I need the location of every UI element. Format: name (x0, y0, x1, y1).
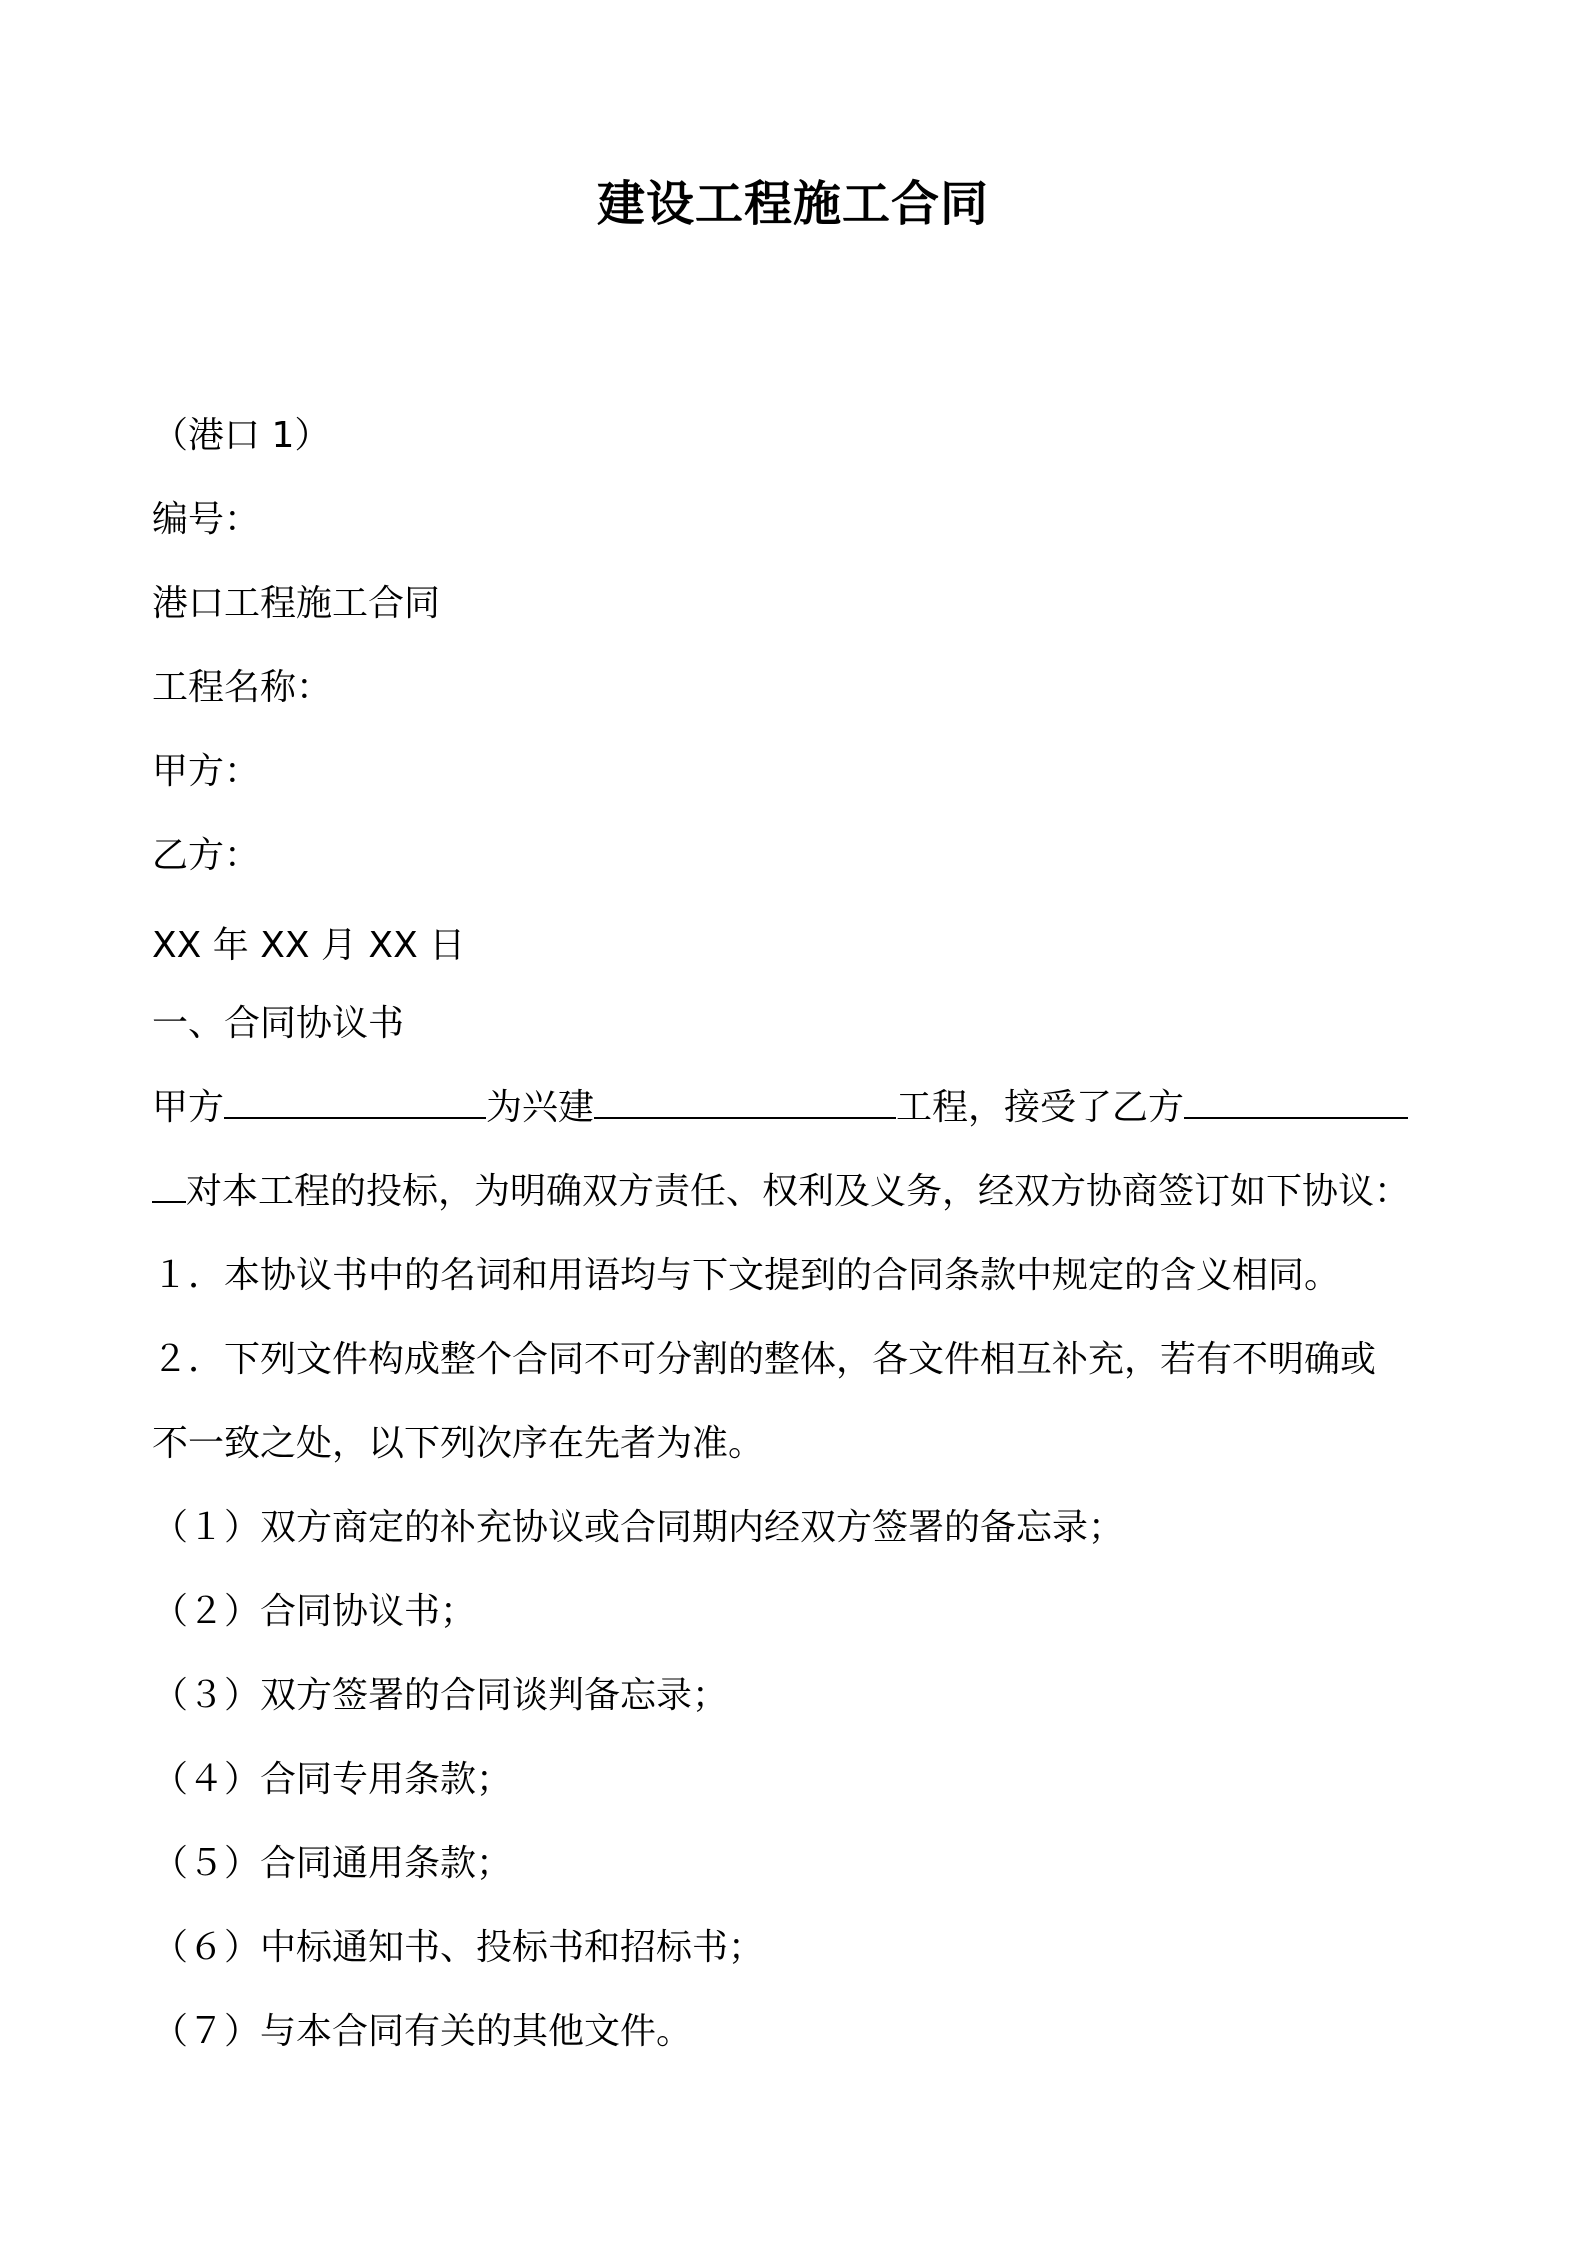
document-title: 建设工程施工合同 (596, 176, 989, 232)
section-one-heading: 一、合同协议书 (152, 1003, 405, 1044)
clause-1: １．本协议书中的名词和用语均与下文提到的合同条款中规定的含义相同。 (152, 1255, 1341, 1296)
party-a-blank (224, 1087, 486, 1119)
port-label: （港口 1） (152, 415, 331, 456)
project-blank (594, 1087, 896, 1119)
party-a-label: 甲方： (152, 751, 261, 792)
contract-subtitle: 港口工程施工合同 (152, 583, 441, 624)
intro-line-2 (152, 1168, 1452, 1216)
party-b-label: 乙方： (152, 835, 261, 876)
intro-purpose-text: 对本工程的投标，为明确双方责任、权利及义务，经双方协商签订如下协议： (186, 1171, 1411, 1212)
intro-accept-text: 工程，接受了乙方 (896, 1087, 1185, 1128)
document-list-item: （３）双方签署的合同谈判备忘录； (152, 1675, 729, 1716)
number-label: 编号： (152, 499, 261, 540)
party-b-blank (1184, 1087, 1408, 1119)
signing-date: XX 年 XX 月 XX 日 (152, 925, 466, 966)
clause-2-line-2: 不一致之处，以下列次序在先者为准。 (152, 1423, 765, 1464)
document-list-item: （５）合同通用条款； (152, 1843, 513, 1884)
document-list-item: （１）双方商定的补充协议或合同期内经双方签署的备忘录； (152, 1507, 1125, 1548)
project-name-label: 工程名称： (152, 667, 333, 708)
party-b-blank-continued (152, 1171, 186, 1203)
document-list-item: （６）中标通知书、投标书和招标书； (152, 1927, 765, 1968)
intro-party-a-text: 甲方 (152, 1087, 225, 1128)
intro-build-text: 为兴建 (486, 1087, 595, 1128)
clause-2-line-1: ２．下列文件构成整个合同不可分割的整体，各文件相互补充，若有不明确或 (152, 1339, 1377, 1380)
document-list-item: （４）合同专用条款； (152, 1759, 513, 1800)
document-list-item: （７）与本合同有关的其他文件。 (152, 2011, 693, 2052)
intro-line-1 (152, 1084, 1452, 1132)
document-list-item: （２）合同协议书； (152, 1591, 477, 1632)
